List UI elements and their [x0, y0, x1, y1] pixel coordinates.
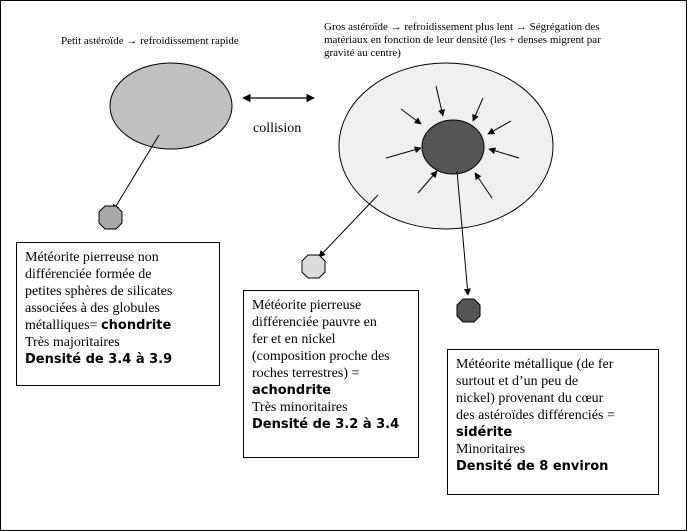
siderite-density: Densité de 8 environ — [456, 459, 609, 474]
chondrite-text-line — [25, 317, 211, 334]
chondrite-text-line: petites sphères de silicates — [25, 284, 173, 299]
chondrite-text-line: différenciée formée de — [25, 267, 152, 282]
small-asteroid-label: Petit astéroïde → refroidissement rapide — [61, 35, 239, 47]
achondrite-box — [243, 290, 419, 458]
siderite-text-line: des astéroïdes différenciés = — [456, 408, 615, 423]
achondrite-text-line: (composition proche des — [252, 349, 390, 364]
achondrite-term: achondrite — [252, 383, 332, 398]
achondrite-text-line: différenciée pauvre en — [252, 315, 377, 330]
chondrite-density: Densité de 3.4 à 3.9 — [25, 352, 173, 367]
achondrite-text-line: roches terrestres) = — [252, 366, 360, 381]
achondrite-text-line: fer et en nickel — [252, 332, 336, 347]
asteroid-core — [422, 120, 484, 174]
siderite-text-line: surtout et d’un peu de — [456, 374, 579, 389]
chondrite-box — [16, 242, 220, 386]
achondrite-fragment — [302, 255, 325, 278]
large-asteroid-label: Gros astéroïde → refroidissement plus lent → Ségrégation des matériaux en fonction de leur densité (les + denses migrent par gravité au centre) — [324, 21, 601, 59]
collision-label: collision — [253, 121, 302, 136]
chondrite-term: chondrite — [100, 318, 172, 333]
siderite-box — [447, 349, 659, 495]
siderite-text-line: Météorite métallique (de fer — [456, 357, 614, 372]
achondrite-text-line: Météorite pierreuse — [252, 298, 362, 313]
siderite-fragment — [457, 299, 480, 322]
siderite-term: sidérite — [456, 425, 513, 440]
siderite-text-line: nickel) provenant du cœur — [456, 391, 604, 406]
achondrite-arrow — [319, 195, 378, 257]
chondrite-abundance: Très majoritaires — [25, 335, 120, 350]
chondrite-text-line: associées à des globules — [25, 301, 160, 316]
chondrite-fragment — [99, 206, 122, 229]
siderite-abundance: Minoritaires — [456, 442, 526, 457]
chondrite-arrow — [113, 135, 159, 211]
chondrite-text-line: Météorite pierreuse non — [25, 250, 159, 265]
achondrite-abundance: Très minoritaires — [252, 400, 348, 415]
achondrite-density: Densité de 3.2 à 3.4 — [252, 417, 400, 432]
chondrite-prefix: métalliques= — [25, 318, 101, 333]
small-asteroid — [110, 63, 232, 149]
